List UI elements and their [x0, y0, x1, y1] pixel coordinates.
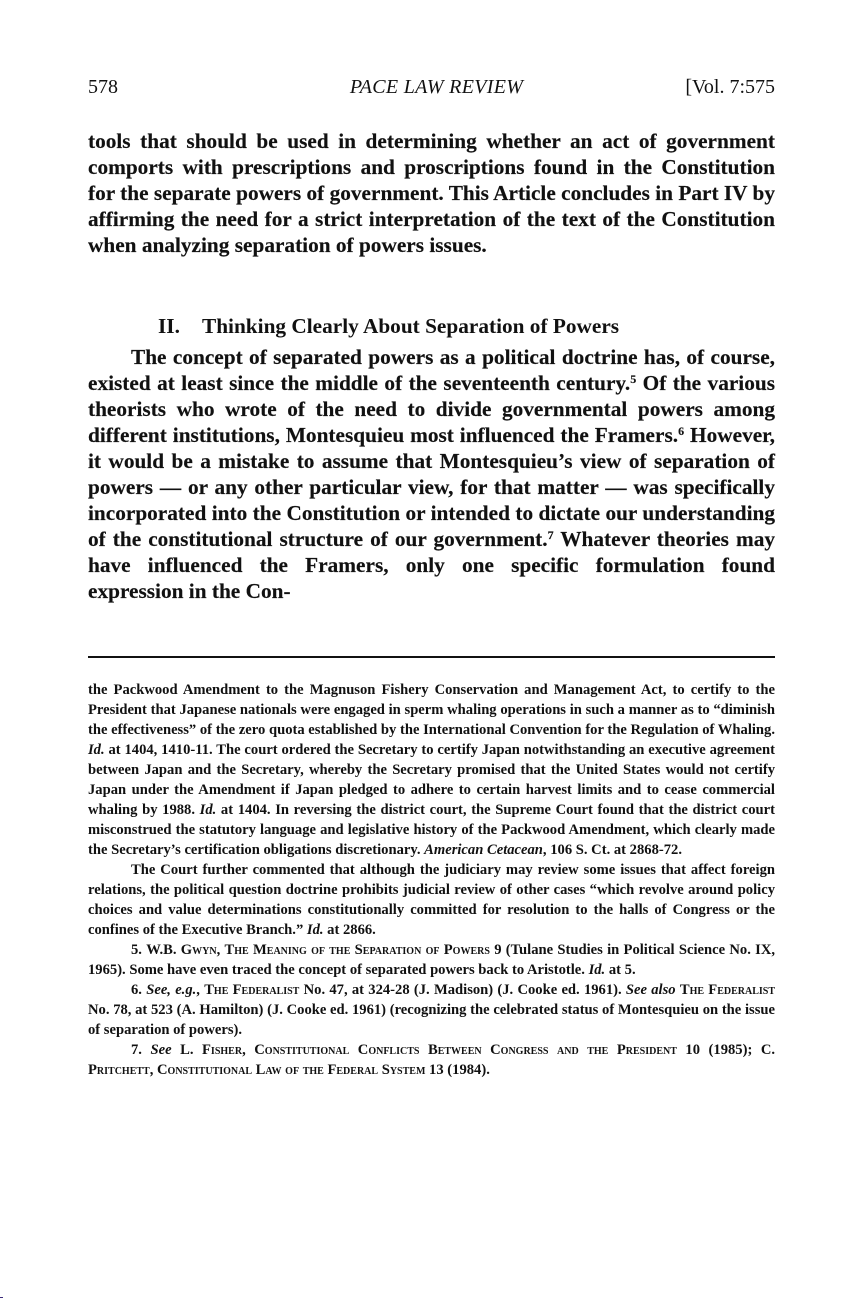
- citation-signal: See: [150, 1042, 172, 1058]
- id-citation: Id.: [306, 922, 324, 938]
- footnote-text: the Packwood Amendment to the Magnuson Fishery Conservation and Management Act, to certify to the President that Japanese nationals were engaged in sperm whaling operations in such a manner as to “diminish the effectiveness” of the zero quota established by the International Convention for the Regulation of Whaling.: [88, 682, 775, 738]
- footnote-text: 10 (1985); C.: [676, 1042, 776, 1058]
- book-title: The Meaning of the Separation of Powers: [224, 942, 490, 958]
- footnote-text: The Court further commented that although the judiciary may review some issues that affect foreign relations, the political question doctrine prohibits judicial review of other cases “which revolve around policy choices and value determinations constitutionally committed for resolution to the halls of Congress or the confines of the Executive Branch.”: [88, 862, 775, 938]
- citation-signal: See also: [625, 982, 676, 998]
- author-name: Pritchett: [88, 1062, 150, 1078]
- id-citation: Id.: [588, 962, 606, 978]
- footnote-5: [88, 940, 775, 980]
- book-title: Constitutional Law of the Federal System: [157, 1062, 426, 1078]
- book-title: The Federalist: [679, 982, 776, 998]
- footnote-text: 13 (1984).: [425, 1062, 490, 1078]
- body-paragraph: [88, 344, 775, 604]
- footnote-text: ,: [242, 1042, 255, 1058]
- body-text-segment: Whatever theories may have influenced the Framers, only one specific formulation found expression in the Con-: [88, 527, 776, 603]
- book-title: Constitutional Conflicts Between Congress and the President: [254, 1042, 677, 1058]
- case-name: American Cetacean: [424, 842, 543, 858]
- body-text-segment: However, it would be a mistake to assume that Montesquieu’s view of separation of powers — or any other particular view, for that matter — was specifically incorporated into the Constitution or intended to dictate our understanding of the constitutional structure of our government.: [88, 423, 775, 551]
- footnote-6: [88, 980, 775, 1040]
- author-name: W.B. Gwyn: [146, 942, 217, 958]
- id-citation: Id.: [88, 742, 105, 758]
- footnote-number: 6.: [131, 982, 147, 998]
- footnote-number: 5.: [131, 942, 147, 958]
- footnote-text: No. 47, at 324-28 (J. Madison) (J. Cooke ed. 1961).: [299, 982, 626, 998]
- journal-title: PACE LAW REVIEW: [349, 76, 524, 98]
- section-title: Thinking Clearly About Separation of Powers: [202, 314, 620, 338]
- page-number: 578: [88, 76, 118, 98]
- footnote-4-continued: [88, 680, 775, 860]
- footnote-text: 9 (Tulane Studies in Political Science No. IX, 1965). Some have even traced the concept of separated powers back to Aristotle.: [88, 942, 776, 978]
- volume-citation: [Vol. 7:575: [685, 76, 775, 98]
- footnote-text: ,: [196, 982, 205, 998]
- footnote-ref-6[interactable]: 6: [678, 424, 685, 438]
- section-heading: [88, 313, 775, 339]
- intro-paragraph: [88, 128, 775, 258]
- footnote-text: at 1404, 1410-11. The court ordered the Secretary to certify Japan notwithstanding an executive agreement between Japan and the Secretary, whereby the Secretary promised that the United States would not certify Japan under the Amendment if Japan pledged to adhere to certain harvest limits and to cease commercial whaling by 1988.: [88, 742, 775, 818]
- footnote-divider: [88, 656, 775, 658]
- footnote-text: L.: [171, 1042, 203, 1058]
- body-text-segment: Of the various theorists who wrote of the need to divide governmental powers among different institutions, Montesquieu most influenced the Framers.: [88, 371, 775, 447]
- footnote-text: ,: [216, 942, 225, 958]
- citation-signal: See, e.g.: [146, 982, 197, 998]
- footnote-text: at 1404. In reversing the district court, the Supreme Court found that the district court misconstrued the statutory language and legislative history of the Packwood Amendment, which clearly made the Secretary’s certification obligations discretionary.: [88, 802, 775, 858]
- footnote-ref-5[interactable]: 5: [630, 372, 637, 386]
- footnote-text: at 5.: [605, 962, 636, 978]
- id-citation: Id.: [199, 802, 217, 818]
- footnote-text: , 106 S. Ct. at 2868-72.: [542, 842, 682, 858]
- intro-paragraph-text: tools that should be used in determining whether an act of government comports with prescriptions and proscriptions found in the Constitution for the separate powers of government. This Article concludes in Part IV by affirming the need for a strict interpretation of the text of the Constitution when analyzing separation of powers issues.: [88, 129, 775, 257]
- section-number: II.: [158, 314, 180, 338]
- footnote-number: 7.: [131, 1042, 151, 1058]
- footnote-7: [88, 1040, 775, 1080]
- footnote-ref-7[interactable]: 7: [547, 528, 554, 542]
- author-name: Fisher: [202, 1042, 243, 1058]
- footnote-4-continued-paragraph: [88, 860, 775, 940]
- book-title: The Federalist: [204, 982, 300, 998]
- footnote-text: at 2866.: [323, 922, 376, 938]
- body-text-segment: The concept of separated powers as a political doctrine has, of course, existed at least since the middle of the seventeenth century.: [88, 345, 775, 395]
- footnote-text: ,: [149, 1062, 158, 1078]
- footnotes: [88, 680, 775, 1080]
- footnote-text: No. 78, at 523 (A. Hamilton) (J. Cooke ed. 1961) (recognizing the celebrated status of Montesquieu on the issue of separation of powers).: [88, 1002, 775, 1038]
- running-header: [88, 74, 775, 100]
- scan-artifact: [0, 1297, 3, 1298]
